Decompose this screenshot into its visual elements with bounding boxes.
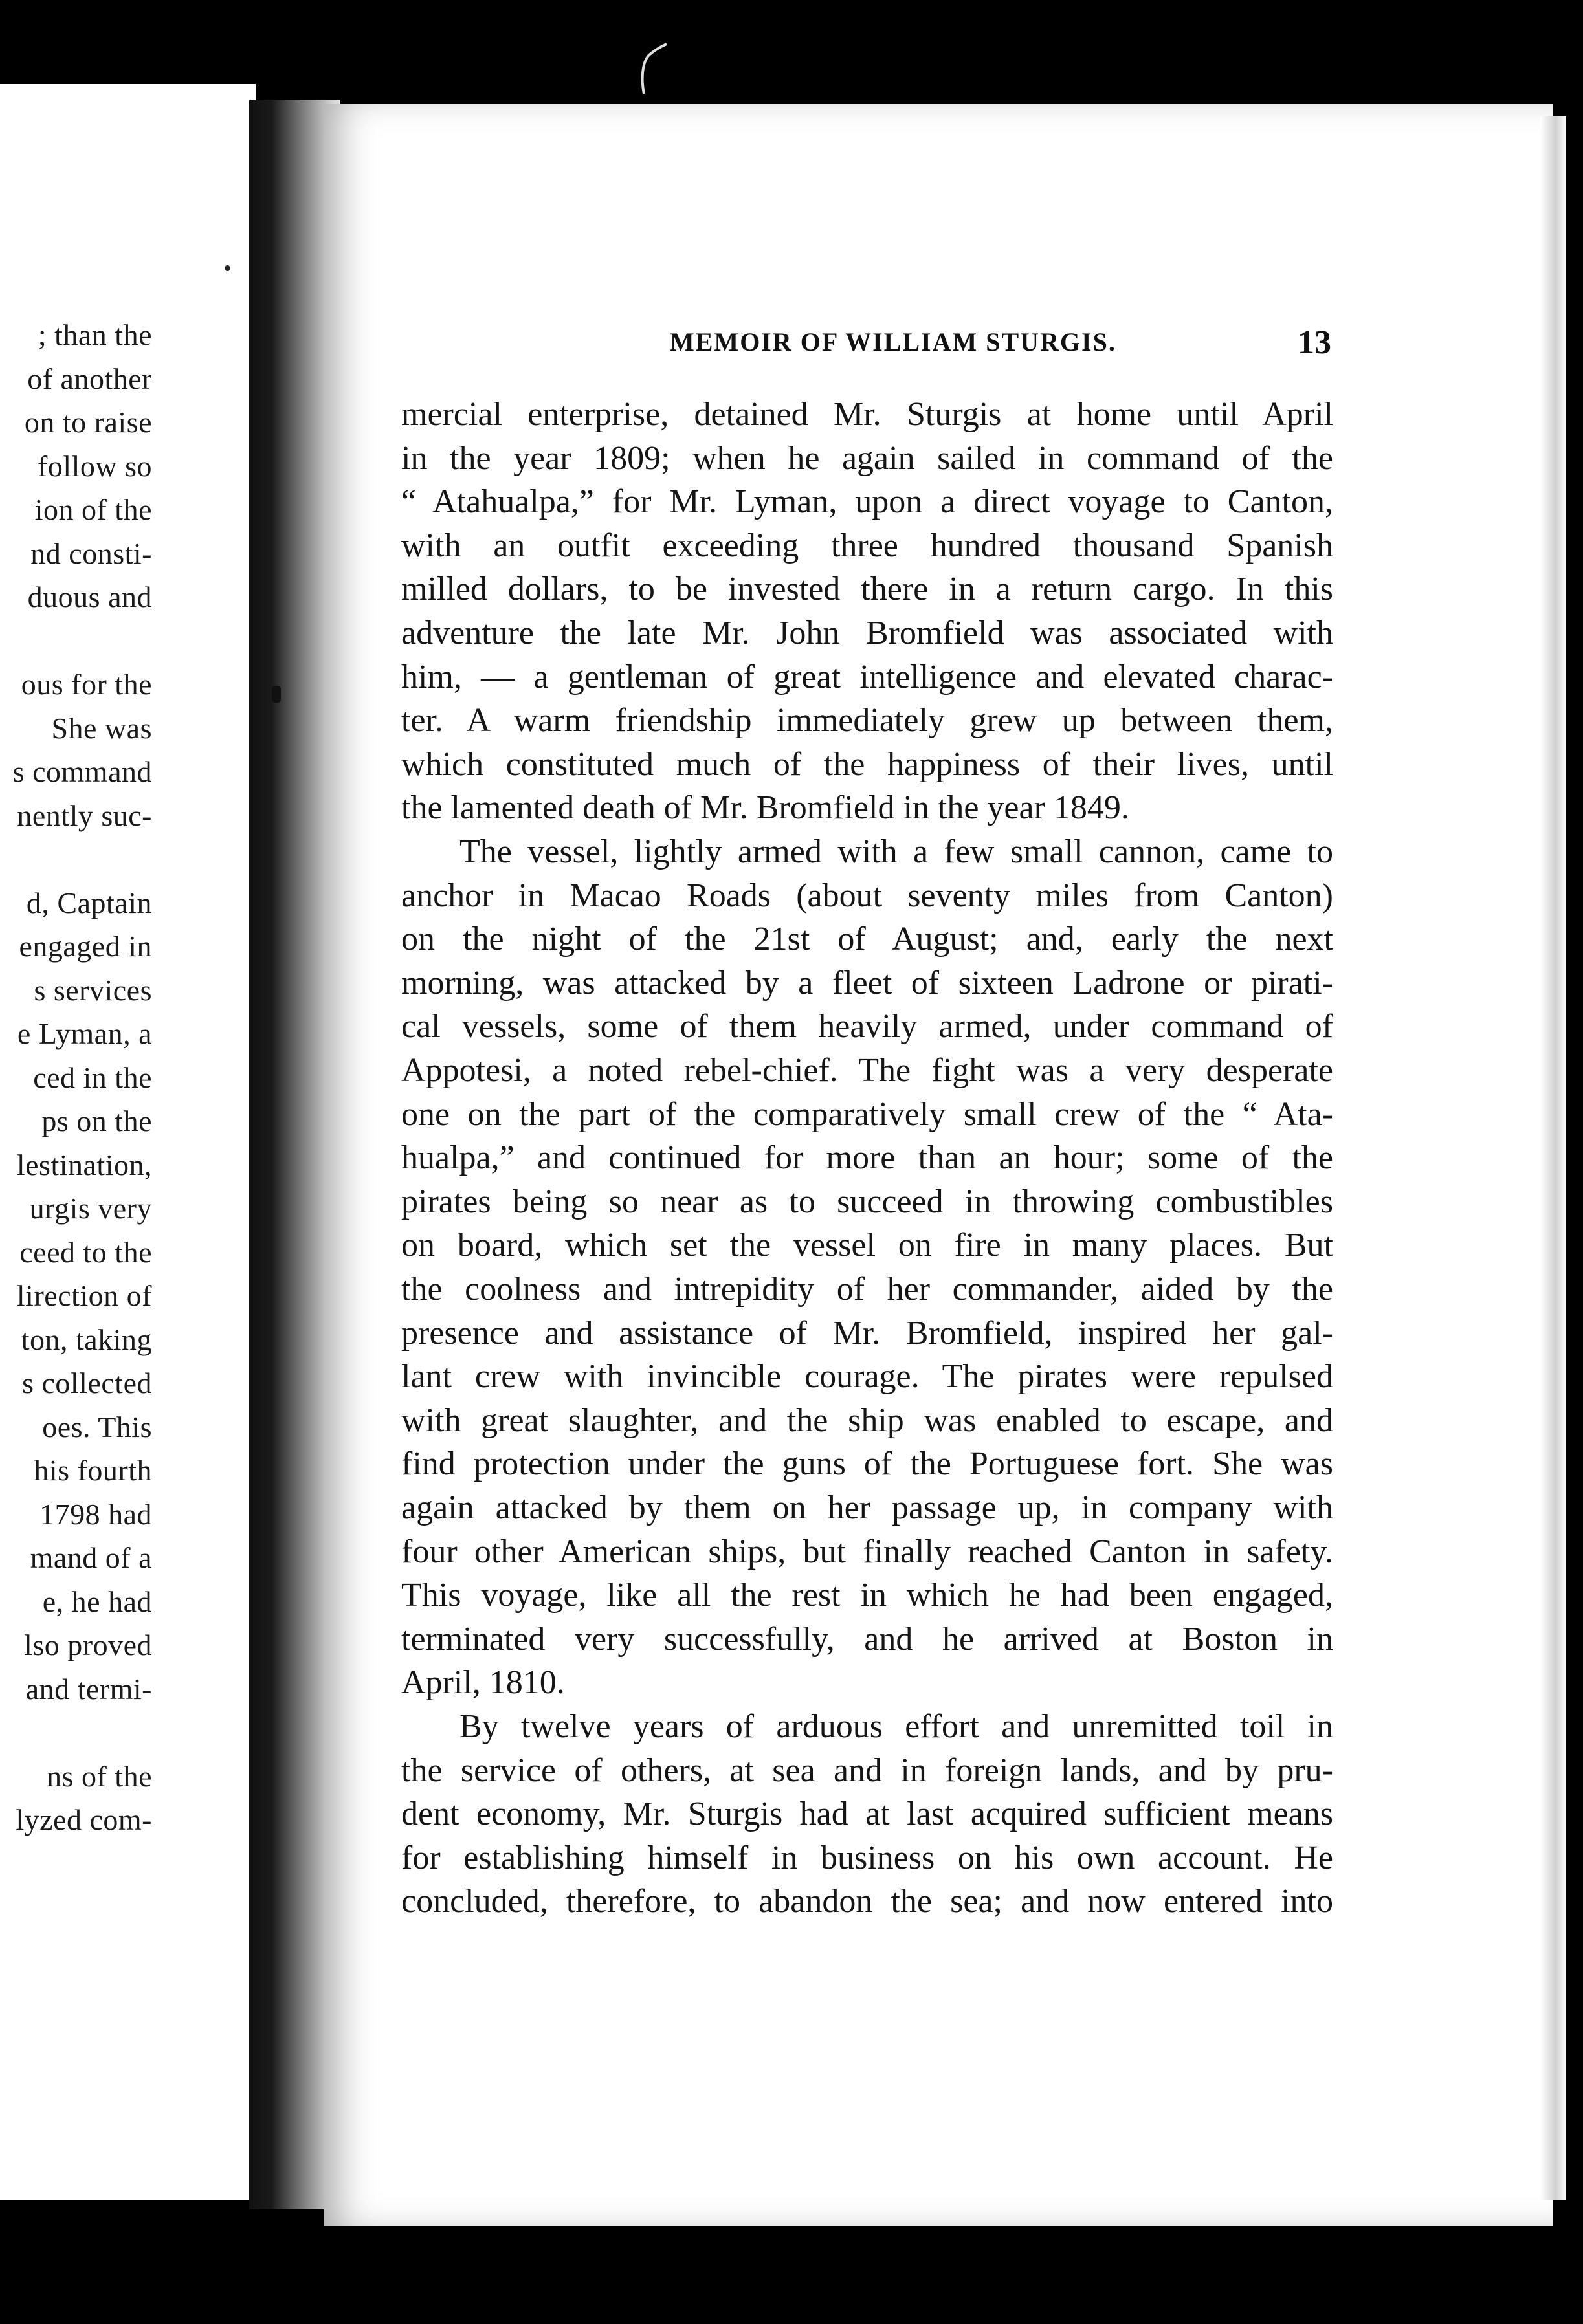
left-text-line: ion of the <box>34 493 152 526</box>
text-line: presence and assistance of Mr. Bromfield, inspired her gal- <box>401 1315 1333 1352</box>
text-line: four other American ships, but finally reached Canton in safety. <box>401 1533 1333 1570</box>
text-line: Appotesi, a noted rebel-chief. The fight was a very desperate <box>401 1052 1333 1089</box>
text-line: April, 1810. <box>401 1664 565 1701</box>
left-text-line: nd consti- <box>30 537 152 570</box>
left-text-line: s command <box>12 755 152 788</box>
text-line: dent economy, Mr. Sturgis had at last acquired sufficient means <box>401 1795 1333 1832</box>
text-line: find protection under the guns of the Portuguese fort. She was <box>401 1445 1333 1482</box>
left-text-line: 1798 had <box>39 1498 152 1531</box>
left-text-line: duous and <box>27 580 152 613</box>
left-text-line: ton, taking <box>21 1323 152 1356</box>
left-text-line: ns of the <box>47 1760 152 1793</box>
pencil-mark <box>631 39 670 97</box>
text-line: ter. A warm friendship immediately grew up between them, <box>401 702 1333 739</box>
text-line: By twelve years of arduous effort and unremitted toil in <box>459 1708 1333 1745</box>
page-number: 13 <box>1298 324 1331 361</box>
left-text-line: and termi- <box>25 1672 152 1705</box>
left-text-line: on to raise <box>24 406 152 439</box>
left-text-line: of another <box>27 362 152 395</box>
text-line: hualpa,” and continued for more than an hour; some of the <box>401 1139 1333 1176</box>
left-text-line: lirection of <box>16 1279 152 1312</box>
text-line: on board, which set the vessel on fire in many places. But <box>401 1227 1333 1264</box>
left-text-line: She was <box>51 712 152 745</box>
text-line: mercial enterprise, detained Mr. Sturgis at home until April <box>401 396 1333 433</box>
text-line: morning, was attacked by a fleet of sixteen Ladrone or pirati- <box>401 965 1333 1002</box>
text-line: cal vessels, some of them heavily armed, under command of <box>401 1008 1333 1045</box>
left-text-line: lso proved <box>24 1628 152 1661</box>
left-text-line: ous for the <box>21 668 152 701</box>
left-text-line: d, Captain <box>26 886 152 919</box>
text-line: which constituted much of the happiness of their lives, until <box>401 746 1333 783</box>
text-line: in the year 1809; when he again sailed in command of the <box>401 440 1333 477</box>
text-line: The vessel, lightly armed with a few small cannon, came to <box>459 833 1333 870</box>
left-text-line: follow so <box>38 450 152 483</box>
text-line: anchor in Macao Roads (about seventy miles from Canton) <box>401 877 1333 914</box>
running-head: MEMOIR OF WILLIAM STURGIS. <box>670 327 1116 356</box>
text-line: lant crew with invincible courage. The pirates were repulsed <box>401 1358 1333 1395</box>
left-text-line: ced in the <box>33 1061 152 1094</box>
text-line: with an outfit exceeding three hundred thousand Spanish <box>401 527 1333 564</box>
text-line: one on the part of the comparatively small crew of the “ Ata- <box>401 1096 1333 1133</box>
text-line: pirates being so near as to succeed in throwing combustibles <box>401 1183 1333 1220</box>
text-line: the lamented death of Mr. Bromfield in the year 1849. <box>401 789 1129 826</box>
text-line: the coolness and intrepidity of her commander, aided by the <box>401 1271 1333 1308</box>
left-text-line: mand of a <box>30 1541 152 1574</box>
text-line: with great slaughter, and the ship was enabled to escape, and <box>401 1402 1333 1439</box>
text-line: for establishing himself in business on his own account. He <box>401 1839 1333 1876</box>
text-line: This voyage, like all the rest in which he had been engaged, <box>401 1577 1333 1614</box>
left-text-line: ps on the <box>41 1104 152 1137</box>
left-text-line: s services <box>34 974 152 1007</box>
left-text-line: nently suc- <box>17 799 152 832</box>
text-line: terminated very successfully, and he arrived at Boston in <box>401 1621 1333 1658</box>
page-edge <box>1540 116 1566 2200</box>
left-text-line: e Lyman, a <box>17 1017 152 1050</box>
left-text-line: his fourth <box>34 1454 152 1487</box>
text-line: again attacked by them on her passage up, in company with <box>401 1489 1333 1526</box>
left-text-line: s collected <box>22 1366 152 1399</box>
text-line: on the night of the 21st of August; and, early the next <box>401 921 1333 958</box>
left-text-line: ceed to the <box>19 1236 152 1269</box>
text-line: the service of others, at sea and in foreign lands, and by pru- <box>401 1752 1333 1789</box>
left-text-line: lyzed com- <box>16 1803 152 1836</box>
left-text-line: oes. This <box>42 1410 152 1443</box>
text-line: concluded, therefore, to abandon the sea; and now entered into <box>401 1883 1333 1920</box>
left-text-line: e, he had <box>42 1585 152 1618</box>
ink-speck <box>272 686 281 703</box>
ink-speck <box>225 265 230 271</box>
left-text-line: lestination, <box>16 1148 152 1181</box>
left-page-fragment <box>0 84 256 2200</box>
text-line: him, — a gentleman of great intelligence and elevated charac- <box>401 659 1333 696</box>
left-text-line: ; than the <box>38 318 152 351</box>
text-line: milled dollars, to be invested there in a return cargo. In this <box>401 571 1333 608</box>
text-line: “ Atahualpa,” for Mr. Lyman, upon a direct voyage to Canton, <box>401 483 1333 520</box>
text-line: adventure the late Mr. John Bromfield was associated with <box>401 615 1333 652</box>
left-text-line: urgis very <box>29 1192 152 1225</box>
left-text-line: engaged in <box>19 930 152 963</box>
